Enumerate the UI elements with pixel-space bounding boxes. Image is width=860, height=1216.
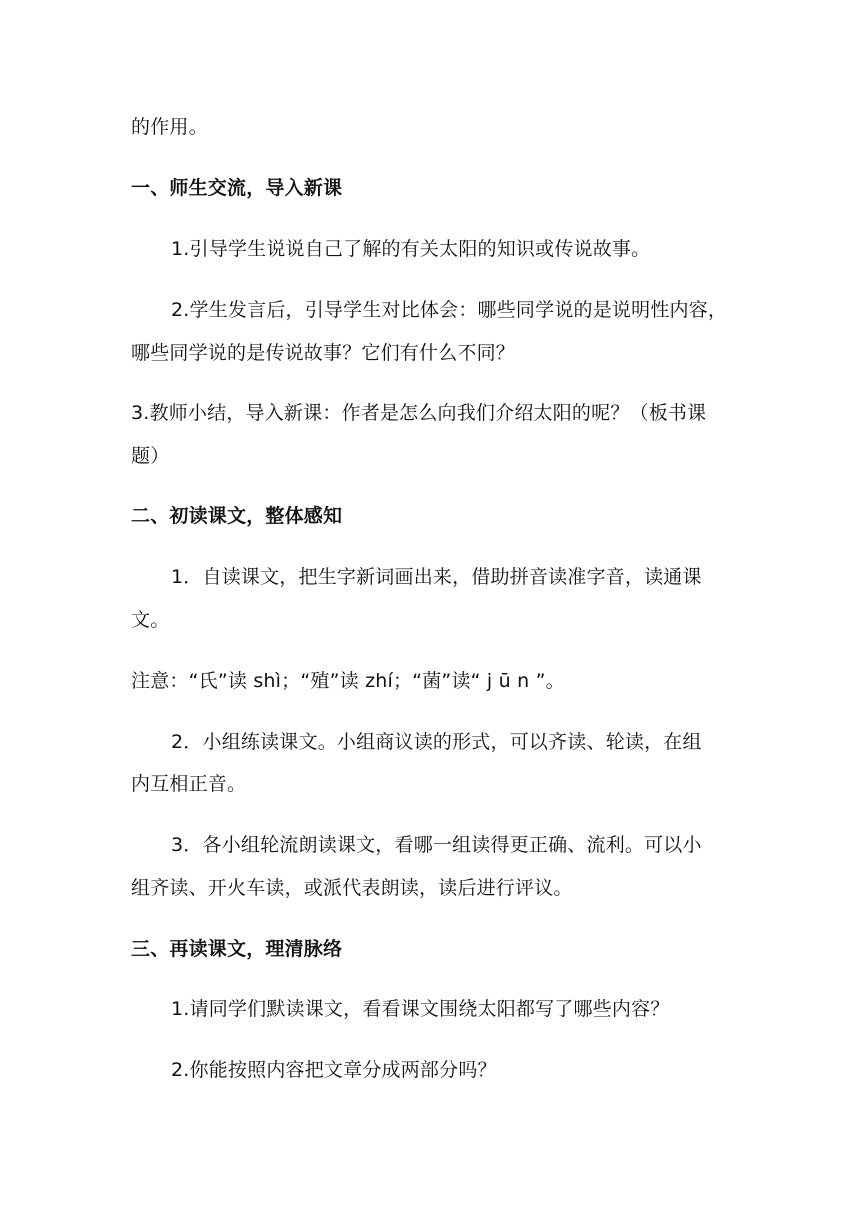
paragraph-line: 3．各小组轮流朗读课文，看哪一组读得更正确、流利。可以小 [171, 834, 702, 856]
paragraph-line: 1.引导学生说说自己了解的有关太阳的知识或传说故事。 [171, 238, 651, 260]
section-heading: 二、初读课文，整体感知 [131, 505, 343, 527]
paragraph-line: 1.请同学们默读课文，看看课文围绕太阳都写了哪些内容？ [171, 998, 670, 1020]
paragraph-line: 2.学生发言后，引导学生对比体会：哪些同学说的是说明性内容， [171, 299, 728, 321]
paragraph-line: 1．自读课文，把生字新词画出来，借助拼音读准字音，读通课 [171, 566, 702, 588]
paragraph-line: 题） [131, 445, 170, 467]
paragraph-line: 2.你能按照内容把文章分成两部分吗？ [171, 1059, 497, 1081]
section-heading: 三、再读课文，理清脉络 [131, 938, 343, 960]
paragraph-line: 2．小组练读课文。小组商议读的形式，可以齐读、轮读，在组 [171, 731, 702, 753]
paragraph-line: 组齐读、开火车读，或派代表朗读，读后进行评议。 [131, 877, 573, 899]
paragraph-line: 注意：“氏”读 shì；“殖”读 zhí；“菌”读“ j ū n ”。 [131, 670, 565, 692]
paragraph-line: 内互相正音。 [131, 773, 247, 795]
paragraph-line: 文。 [131, 609, 170, 631]
paragraph-line: 哪些同学说的是传说故事？它们有什么不同？ [131, 342, 516, 364]
section-heading: 一、师生交流，导入新课 [131, 177, 343, 199]
paragraph-line: 的作用。 [131, 116, 208, 138]
paragraph-line: 3.教师小结，导入新课：作者是怎么向我们介绍太阳的呢？（板书课 [131, 402, 707, 424]
